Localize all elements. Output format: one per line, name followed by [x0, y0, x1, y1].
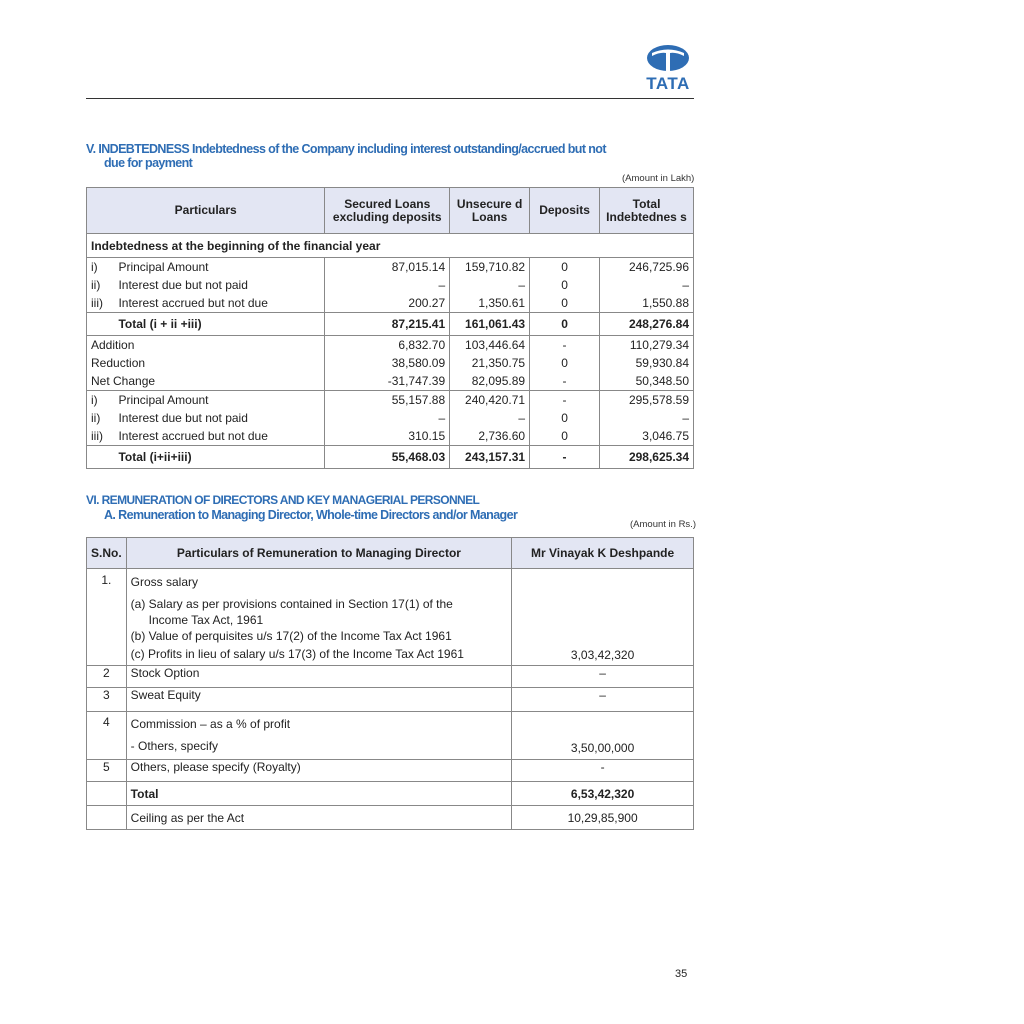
tata-logo	[640, 44, 696, 94]
table-row: 1. Gross salary (a) Salary as per provisions contained in Section 17(1) of the Income Tax Act, 1961 (b) Value of perquisites u/s 17(2) of the Income Tax Act 1961 (c) Profits in lieu of salary u/s 17(3) of the Income Tax Act 1961 3,03,42,320	[87, 569, 694, 666]
page-number: 35	[675, 968, 688, 980]
ceiling-row: Ceiling as per the Act 10,29,85,900	[87, 806, 694, 830]
header-divider	[86, 98, 694, 99]
col-particulars: Particulars of Remuneration to Managing Director	[126, 538, 512, 569]
col-secured: Secured Loans excluding deposits	[325, 188, 450, 234]
col-unsecured: Unsecure d Loans	[450, 188, 530, 234]
table-row: Addition 6,832.70 103,446.64 - 110,279.34	[87, 336, 694, 355]
table-row: i) Principal Amount 87,015.14 159,710.82 0 246,725.96	[87, 258, 694, 277]
total-row-end: Total (i+ii+iii) 55,468.03 243,157.31 - 298,625.34	[87, 446, 694, 469]
table-row: 4 Commission – as a % of profit - Others, specify 3,50,00,000	[87, 712, 694, 760]
section-6-title: VI. REMUNERATION OF DIRECTORS AND KEY MANAGERIAL PERSONNEL	[86, 493, 480, 507]
table-row: 5 Others, please specify (Royalty) -	[87, 760, 694, 782]
total-row: Total 6,53,42,320	[87, 782, 694, 806]
indebtedness-table	[86, 187, 694, 469]
table-row: Net Change -31,747.39 82,095.89 - 50,348.50	[87, 372, 694, 391]
table-row: ii) Interest due but not paid – – 0 –	[87, 276, 694, 294]
section-5-unit-note: (Amount in Lakh)	[622, 173, 695, 184]
section-5-title-cont: due for payment	[104, 156, 193, 170]
table-row: Reduction 38,580.09 21,350.75 0 59,930.84	[87, 354, 694, 372]
section-5-title: V. INDEBTEDNESS Indebtedness of the Company including interest outstanding/accrued but not	[86, 142, 606, 156]
col-particulars: Particulars	[87, 188, 325, 234]
total-row-begin: Total (i + ii +iii) 87,215.41 161,061.43 0 248,276.84	[87, 313, 694, 336]
logo-text: TATA	[646, 74, 690, 93]
col-total: Total Indebtednes s	[600, 188, 694, 234]
table-row: iii) Interest accrued but not due 200.27 1,350.61 0 1,550.88	[87, 294, 694, 313]
table-row: ii) Interest due but not paid – – 0 –	[87, 409, 694, 427]
remuneration-table	[86, 537, 694, 830]
section-6-unit-note: (Amount in Rs.)	[630, 519, 696, 530]
table-row: 3 Sweat Equity –	[87, 688, 694, 712]
tata-emblem-icon	[640, 44, 696, 74]
beginning-label: Indebtedness at the beginning of the financial year	[87, 234, 694, 258]
table-row: iii) Interest accrued but not due 310.15 2,736.60 0 3,046.75	[87, 427, 694, 446]
col-sno: S.No.	[87, 538, 127, 569]
col-deposits: Deposits	[530, 188, 600, 234]
table-row: 2 Stock Option –	[87, 666, 694, 688]
table-row: i) Principal Amount 55,157.88 240,420.71 - 295,578.59	[87, 391, 694, 410]
col-person: Mr Vinayak K Deshpande	[512, 538, 694, 569]
section-6-subtitle: A. Remuneration to Managing Director, Whole-time Directors and/or Manager	[104, 508, 518, 522]
